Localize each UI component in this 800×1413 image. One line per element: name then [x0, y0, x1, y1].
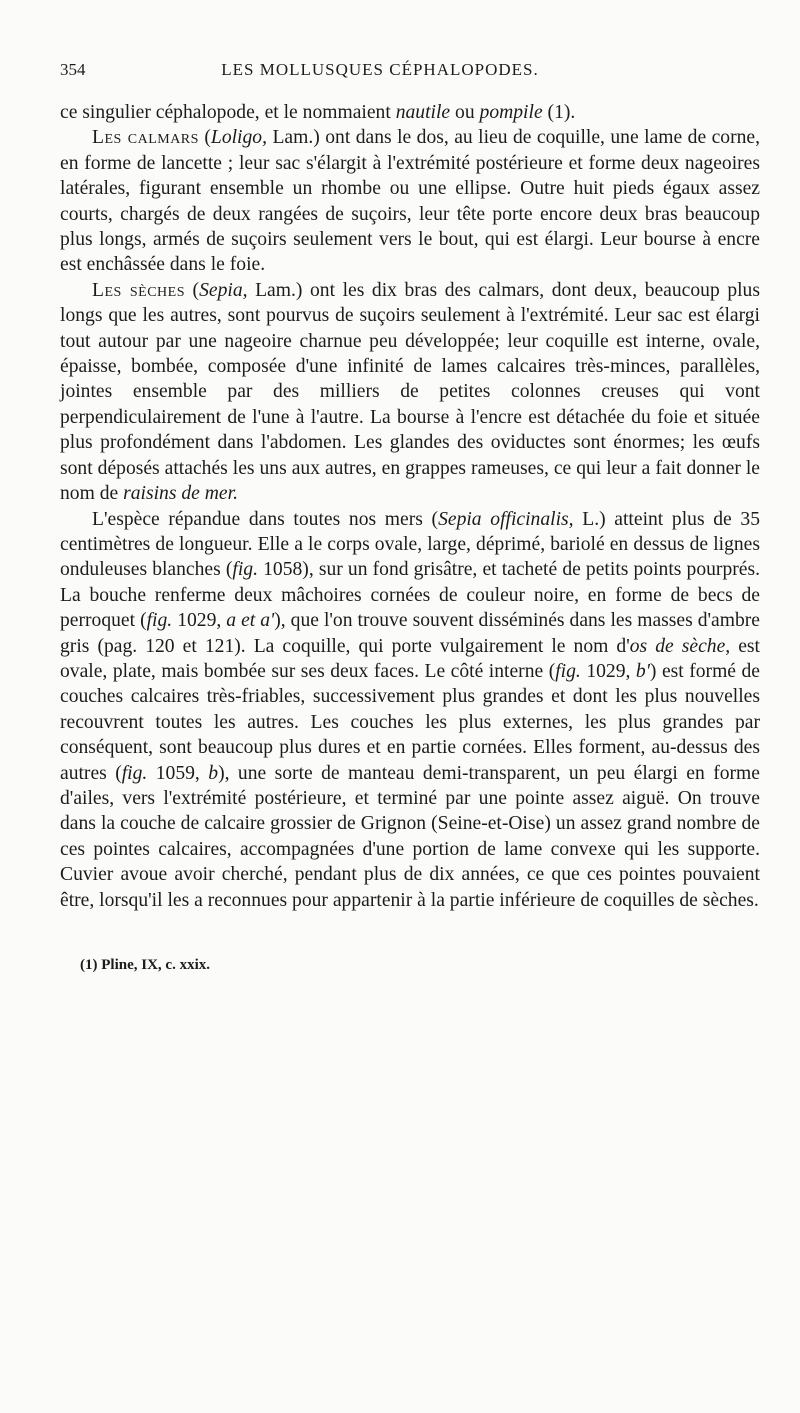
- small-caps-term: Les calmars: [92, 127, 199, 149]
- text-run: ou: [450, 102, 480, 123]
- footnote-reference: (1).: [542, 102, 576, 123]
- paragraph-1: [60, 100, 760, 125]
- text-run: ) est formé de couches calcaires très-friables, successivement plus grandes et dont les plus nouvelles recouvrent toutes les autres. Les couches les plus externes, les plus grandes par conséquent, sont beaucoup plus dures et en partie cornées. Elles forment, au-dessus des autres (: [60, 660, 761, 784]
- text-run: 1029,: [580, 660, 636, 682]
- italic-term: fig.: [146, 610, 173, 632]
- text-run: ce singulier céphalopode, et le nommaient: [60, 102, 396, 123]
- text-run: ), une sorte de manteau demi-transparent, un peu élargi en forme d'ailes, vers l'extrémité postérieure, et terminé par une pointe assez aiguë. On trouve dans la couche de calcaire grossier de Grignon (Seine-et-Oise) un assez grand nombre de ces pointes calcaires, accompagnées d'une portion de lame convexe qui les supporte. Cuvier avoue avoir cherché, pendant plus de dix années, ce que ces pointes pouvaient être, lorsqu'il les a reconnues pour appartenir à la partie inférieure de coquilles de sèches.: [60, 762, 760, 911]
- paragraph-calmars: [60, 125, 760, 277]
- small-caps-term: Les sèches: [92, 279, 185, 301]
- text-run: L.) atteint plus de 35 centimètres de longueur. Elle a le corps ovale, large, déprimé, bariolé en dessus de lignes onduleuses blanches (: [60, 508, 761, 581]
- text-run: 1059,: [147, 762, 209, 784]
- text-run: ), que l'on trouve souvent disséminés dans les masses d'ambre gris (pag. 120 et 121). La coquille, qui porte vulgairement le nom d': [60, 610, 760, 657]
- italic-term: b: [208, 762, 219, 784]
- italic-term: b': [635, 660, 650, 682]
- text-run: Lam.) ont les dix bras des calmars, dont deux, beaucoup plus longs que les autres, sont pourvus de suçoirs seulement à l'extrémité. Leur sac est élargi tout autour par une nageoire charnue peu développée; leur coquille est interne, ovale, épaisse, bombée, composée d'une infinité de lames calcaires très-minces, parallèles, jointes ensemble par des milliers de petites colonnes creuses qui vont perpendiculairement de l'une à l'autre. La bourse à l'encre est détachée du foie et située plus profondément dans l'abdomen. Les glandes des oviductes sont énormes; les œufs sont déposés attachés les uns aux autres, en grappes rameuses, ce qui leur a fait donner le nom de: [60, 279, 760, 505]
- italic-term: nautile: [395, 102, 451, 123]
- paragraph-sepia-officinalis: [60, 507, 760, 914]
- italic-term: os de sèche,: [629, 635, 731, 657]
- text-run: est ovale, plate, mais bombée sur ses deux faces. Le côté interne (: [60, 635, 760, 682]
- page-header: [60, 60, 760, 100]
- italic-term: Sepia officinalis,: [438, 508, 574, 530]
- text-run: Lam.) ont dans le dos, au lieu de coquille, une lame de corne, en forme de lancette ; leur sac s'élargit à l'extrémité postérieure et forme deux nageoires latérales, figurant ensemble un rhombe ou une ellipse. Outre huit pieds égaux assez courts, chargés de deux rangées de suçoirs, leur tête porte encore deux bras beaucoup plus longs, armés de suçoirs seulement vers le bout, qui est élargi. Leur bourse à encre est enchâssée dans le foie.: [60, 127, 760, 276]
- italic-term: a et a': [226, 610, 275, 632]
- italic-term: Loligo,: [210, 127, 267, 149]
- italic-term: pompile: [479, 102, 543, 123]
- italic-term: Sepia,: [199, 279, 248, 301]
- text-run: 1029,: [172, 610, 227, 632]
- text-run: 1058), sur un fond grisâtre, et tacheté de petits points pourprés. La bouche renferme deux mâchoires cornées de couleur noire, en forme de becs de perroquet (: [60, 559, 760, 632]
- italic-term: raisins de mer.: [123, 483, 238, 505]
- footnote: (1) Pline, IX, c. xxix.: [80, 957, 210, 973]
- italic-term: fig.: [555, 660, 581, 682]
- body-text: [60, 100, 760, 913]
- italic-term: fig.: [121, 762, 148, 784]
- italic-term: fig.: [232, 559, 258, 581]
- text-run: L'espèce répandue dans toutes nos mers (: [92, 508, 439, 530]
- text-run: (: [185, 279, 200, 301]
- paragraph-seches: [60, 278, 760, 507]
- page-number: 354: [60, 60, 86, 79]
- running-head: LES MOLLUSQUES CÉPHALOPODES.: [221, 60, 539, 79]
- text-run: (: [198, 127, 211, 149]
